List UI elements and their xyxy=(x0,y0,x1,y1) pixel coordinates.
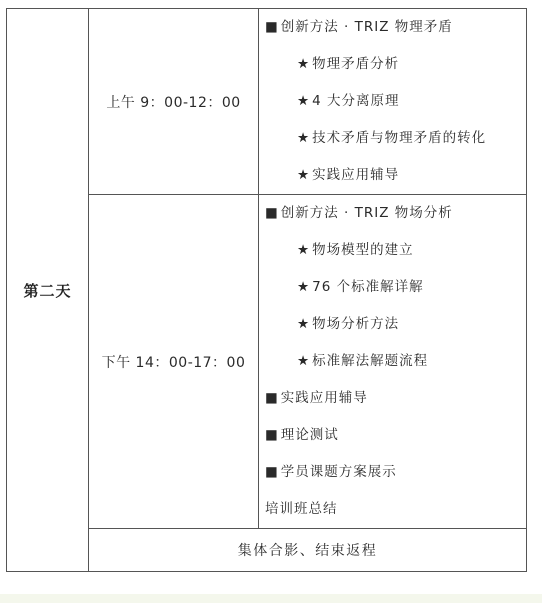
afternoon-item-list xyxy=(259,195,526,528)
star-bullet-icon: ★ xyxy=(297,56,311,72)
star-bullet-icon: ★ xyxy=(297,167,311,183)
square-bullet-icon: ■ xyxy=(265,19,279,35)
square-bullet-icon: ■ xyxy=(265,390,279,406)
afternoon-item-7 xyxy=(259,417,526,454)
afternoon-item-text: 学员课题方案展示 xyxy=(280,464,397,480)
morning-item-text: 创新方法 · TRIZ 物理矛盾 xyxy=(280,19,453,35)
morning-content xyxy=(259,9,527,195)
afternoon-item-3 xyxy=(259,269,526,306)
afternoon-item-text: 培训班总结 xyxy=(265,501,338,517)
morning-item-text: 实践应用辅导 xyxy=(312,167,400,183)
morning-item-text: 4 大分离原理 xyxy=(312,93,400,109)
afternoon-item-text: 实践应用辅导 xyxy=(280,390,368,406)
morning-item-list xyxy=(259,9,526,194)
morning-item-1 xyxy=(259,9,526,46)
star-bullet-icon: ★ xyxy=(297,130,311,146)
morning-item-text: 技术矛盾与物理矛盾的转化 xyxy=(312,130,487,146)
star-bullet-icon: ★ xyxy=(297,316,311,332)
star-bullet-icon: ★ xyxy=(297,242,311,258)
closing-text: 集体合影、结束返程 xyxy=(89,529,527,572)
afternoon-item-6 xyxy=(259,380,526,417)
square-bullet-icon: ■ xyxy=(265,464,279,480)
afternoon-item-text: 标准解法解题流程 xyxy=(312,353,429,369)
morning-item-2 xyxy=(259,46,526,83)
morning-item-text: 物理矛盾分析 xyxy=(312,56,400,72)
star-bullet-icon: ★ xyxy=(297,353,311,369)
afternoon-item-text: 创新方法 · TRIZ 物场分析 xyxy=(280,205,453,221)
day-label: 第二天 xyxy=(7,9,89,572)
afternoon-content xyxy=(259,195,527,529)
square-bullet-icon: ■ xyxy=(265,205,279,221)
schedule-table xyxy=(6,8,527,572)
morning-row xyxy=(7,9,527,195)
afternoon-item-text: 物场模型的建立 xyxy=(312,242,414,258)
afternoon-item-text: 76 个标准解详解 xyxy=(312,279,424,295)
star-bullet-icon: ★ xyxy=(297,93,311,109)
afternoon-item-1 xyxy=(259,195,526,232)
square-bullet-icon: ■ xyxy=(265,427,279,443)
morning-item-3 xyxy=(259,83,526,120)
afternoon-item-text: 理论测试 xyxy=(280,427,339,443)
star-bullet-icon: ★ xyxy=(297,279,311,295)
afternoon-item-9 xyxy=(259,491,526,528)
morning-time: 上午 9：00-12：00 xyxy=(89,9,259,195)
morning-item-5 xyxy=(259,157,526,194)
afternoon-item-2 xyxy=(259,232,526,269)
morning-item-4 xyxy=(259,120,526,157)
afternoon-item-text: 物场分析方法 xyxy=(312,316,400,332)
afternoon-item-4 xyxy=(259,306,526,343)
afternoon-item-5 xyxy=(259,343,526,380)
bottom-edge-strip xyxy=(0,594,542,603)
afternoon-item-8 xyxy=(259,454,526,491)
afternoon-time: 下午 14：00-17：00 xyxy=(89,195,259,529)
